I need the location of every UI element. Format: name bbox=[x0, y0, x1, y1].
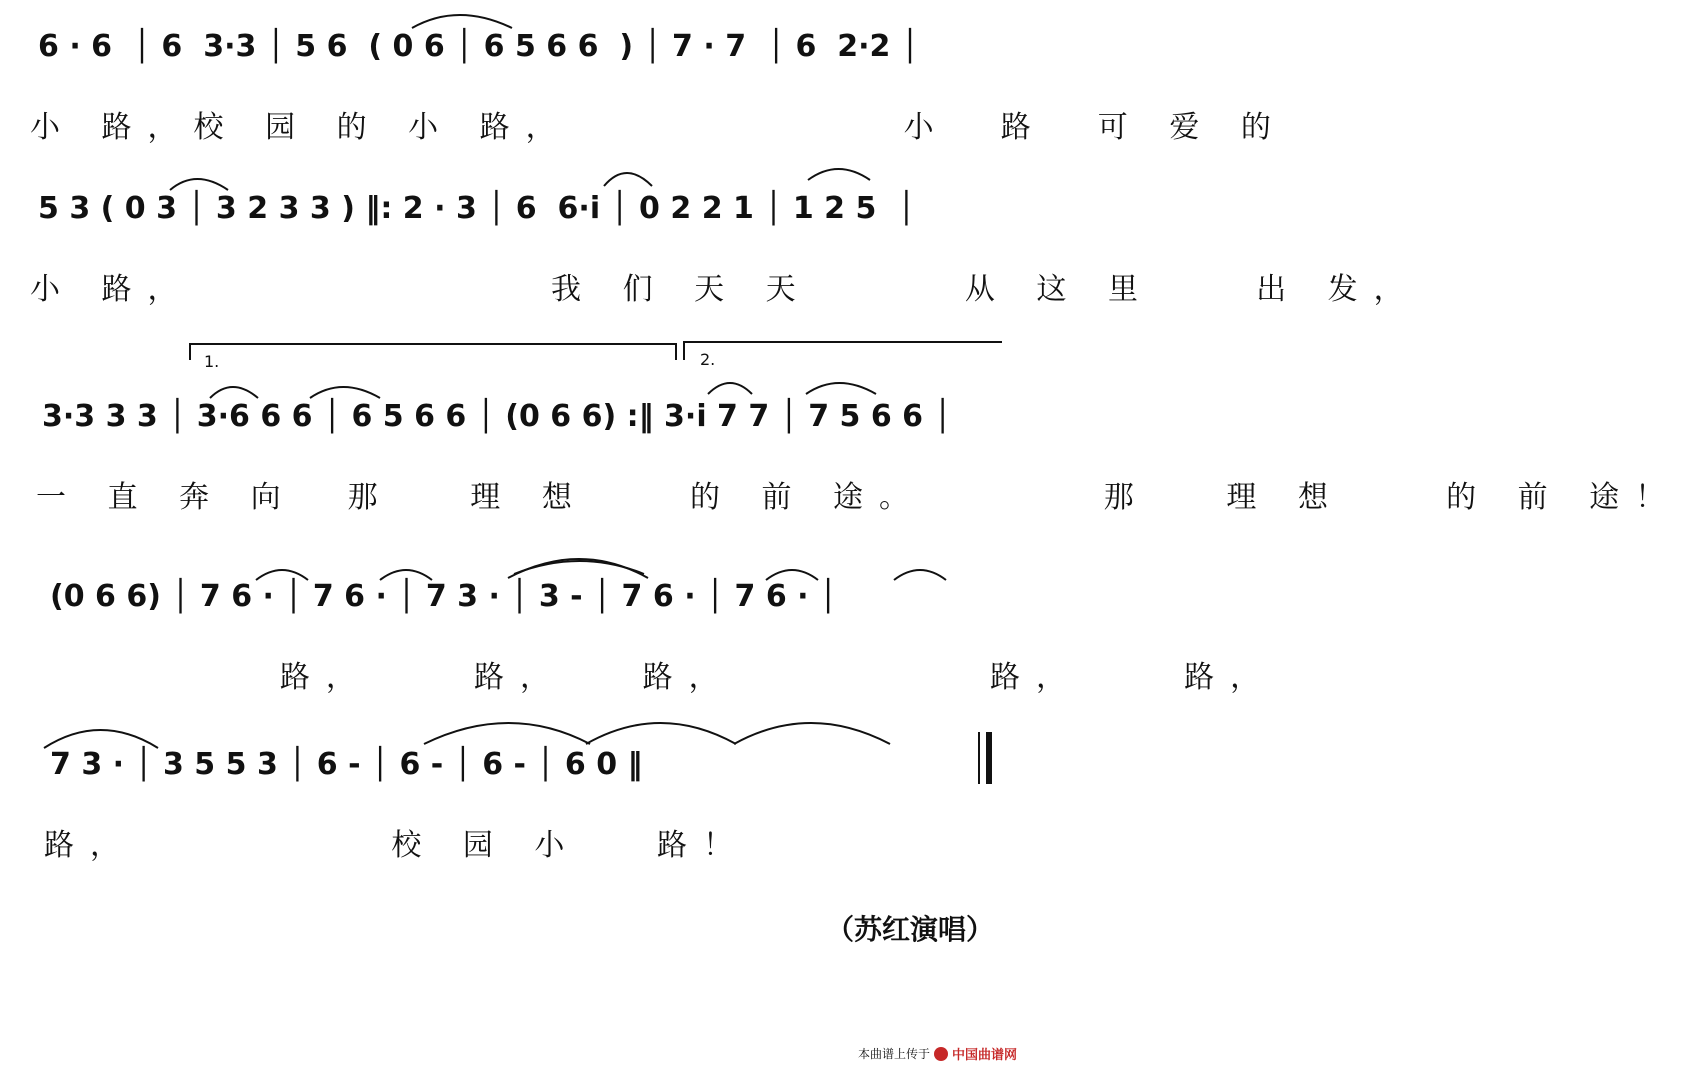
lyric-line-5: 路， 校 园 小 路！ bbox=[44, 828, 750, 863]
notation-text: 3·3 3 3 │ 3·6 6 6 │ 6 5 6 6 │ (0 6 6) :‖ 3·i 7 7 │ 7 5 6 6 │ bbox=[42, 399, 952, 434]
notation-line-5 bbox=[0, 748, 1048, 808]
performer-credit: （苏红演唱） bbox=[826, 913, 995, 946]
footer-prefix: 本曲谱上传于 bbox=[858, 1047, 931, 1061]
upload-footer bbox=[858, 1044, 1017, 1063]
notation-text: (0 6 6) │ 7 6 · │ 7 6 · │ 7 3 · │ 3 - │ 7 6 · │ 7 6 · │ bbox=[50, 579, 838, 614]
notation-text: 7 3 · │ 3 5 5 3 │ 6 - │ 6 - │ 6 - │ 6 0 ‖ bbox=[50, 747, 643, 782]
lyric-line-3: 一 直 奔 向 那 理 想 的 前 途。 那 理 想 的 前 途！ bbox=[36, 480, 1681, 515]
site-logo-icon bbox=[934, 1047, 948, 1061]
lyric-line-4: 路， 路， 路， 路， 路， bbox=[50, 660, 1277, 695]
lyric-line-1: 小 路，校 园 的 小 路， 小 路 可 爱 的 bbox=[30, 110, 1287, 145]
volta-1-label: 1. bbox=[204, 352, 220, 371]
notation-text: 5 3 ( 0 3 │ 3 2 3 3 ) ‖: 2 · 3 │ 6 6·i │ 0 2 2 1 │ 1 2 5 │ bbox=[38, 191, 916, 226]
lyric-line-2: 小 路， 我 们 天 天 从 这 里 出 发， bbox=[30, 272, 1420, 307]
score-row-5 bbox=[0, 748, 1048, 878]
site-name: 中国曲谱网 bbox=[952, 1048, 1018, 1063]
volta-2-label: 2. bbox=[700, 350, 716, 369]
notation-text: 6 · 6 │ 6 3·3 │ 5 6 ( 0 6 │ 6 5 6 6 ) │ 7 · 7 │ 6 2·2 │ bbox=[38, 29, 919, 64]
